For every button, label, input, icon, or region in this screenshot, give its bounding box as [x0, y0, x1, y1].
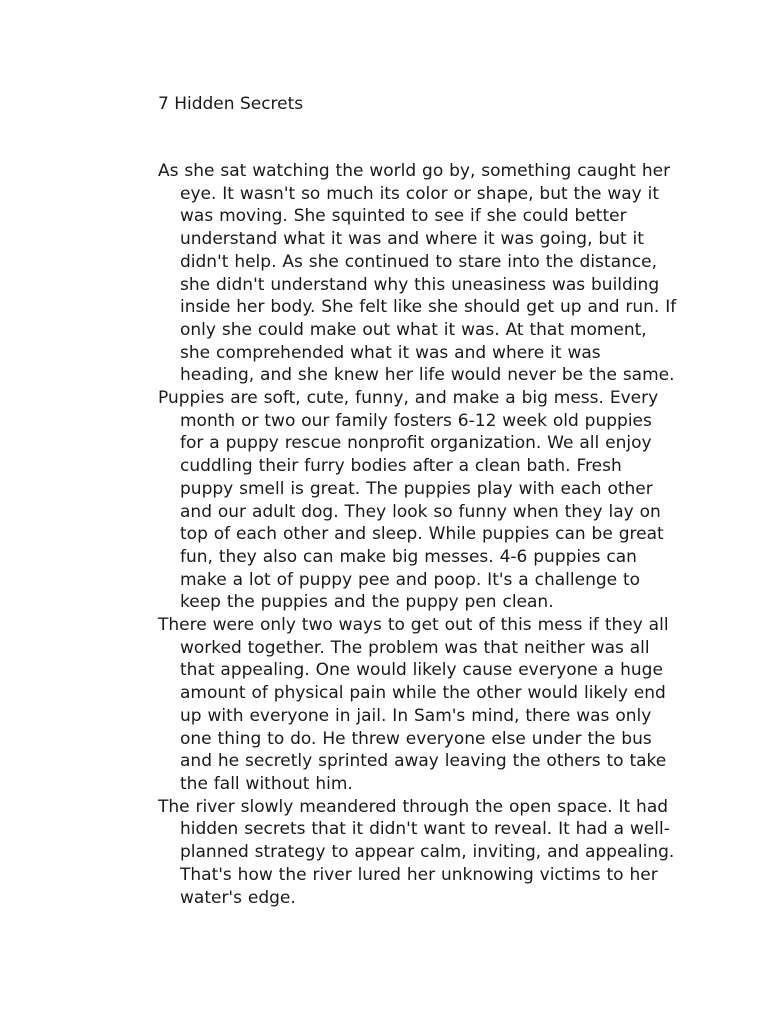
paragraph-4: The river slowly meandered through the open space. It had hidden secrets that it didn't want to reveal. It had a well-planned strategy to appear calm, inviting, and appealing. That's how the river lured her unknowing victims to her water's edge. — [158, 796, 675, 908]
paragraph-2: Puppies are soft, cute, funny, and make a big mess. Every month or two our family fosters 6-12 week old puppies for a puppy rescue nonprofit organization. We all enjoy cuddling their furry bodies after a clean bath. Fresh puppy smell is great. The puppies play with each other and our adult dog. They look so funny when they lay on top of each other and sleep. While puppies can be great fun, they also can make big messes. 4-6 puppies can make a lot of puppy pee and poop. It's a challenge to keep the puppies and the puppy pen clean. — [158, 388, 664, 613]
paragraph-1: As she sat watching the world go by, something caught her eye. It wasn't so much its color or shape, but the way it was moving. She squinted to see if she could better understand what it was and where it was going, but it didn't help. As she continued to stare into the distance, she didn't understand why this uneasiness was building inside her body. She felt like she should get up and run. If only she could make out what it was. At that moment, she comprehended what it was and where it was heading, and she knew her life would never be the same. — [158, 161, 677, 386]
paragraph-3: There were only two ways to get out of this mess if they all worked together. The problem was that neither was all that appealing. One would likely cause everyone a huge amount of physical pain while the other would likely end up with everyone in jail. In Sam's mind, there was only one thing to do. He threw everyone else under the bus and he secretly sprinted away leaving the others to take the fall without him. — [158, 615, 669, 794]
document-title: 7 Hidden Secrets — [158, 94, 304, 114]
document-body — [158, 160, 678, 909]
